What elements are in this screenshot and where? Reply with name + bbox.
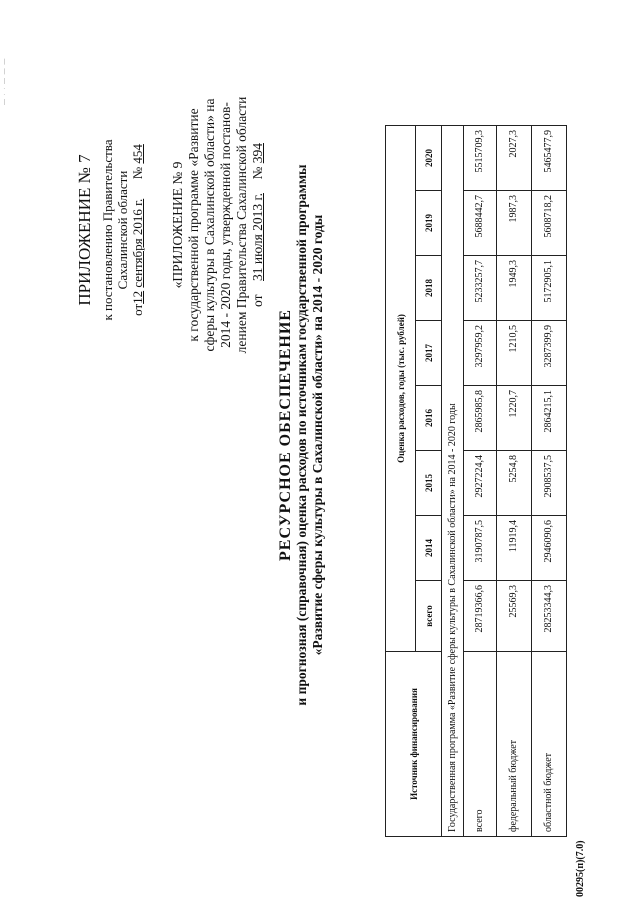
appendix-9-line: к государственной программе «Развитие <box>186 108 201 342</box>
table-cell: 2027,3 <box>497 126 532 191</box>
column-header: 2019 <box>416 191 442 256</box>
appendix-9-line: сферы культуры в Сахалинской области» на <box>202 98 217 352</box>
row-label: областной бюджет <box>532 652 567 837</box>
appendix-9-line: лением Правительства Сахалинской области <box>234 96 249 354</box>
column-header: всего <box>416 581 442 652</box>
resource-table <box>385 125 567 837</box>
table-cell: 3287399,9 <box>532 321 567 386</box>
table-cell: 1220,7 <box>497 386 532 451</box>
table-cell: 1949,3 <box>497 256 532 321</box>
table-cell: 2865985,8 <box>464 386 497 451</box>
appendix-7-from: от <box>130 303 145 316</box>
column-header: 2014 <box>416 516 442 581</box>
heading-line2: «Развитие сферы культуры в Сахалинской области» на 2014 - 2020 годы <box>310 214 325 656</box>
table-row <box>464 126 497 837</box>
document-code: 00295(п)(7.0) <box>575 840 586 897</box>
appendix-7-month-year: сентября 2016 г. <box>130 198 145 288</box>
table-cell: 5515709,3 <box>464 126 497 191</box>
column-header: 2015 <box>416 451 442 516</box>
appendix-9-block <box>170 65 266 385</box>
column-header: 2016 <box>416 386 442 451</box>
estimate-header: Оценка расходов, годы (тыс. рублей) <box>386 126 416 652</box>
table-cell: 28719366,6 <box>464 581 497 652</box>
table-cell: 3297959,2 <box>464 321 497 386</box>
table-cell: 28253344,3 <box>532 581 567 652</box>
heading-line1: и прогнозная (справочная) оценка расходов по источникам государственной программы <box>294 164 309 706</box>
appendix-9-no-label: № <box>250 166 265 180</box>
appendix-9-number: 394 <box>250 143 265 164</box>
table-cell: 5172905,1 <box>532 256 567 321</box>
row-label: всего <box>464 652 497 837</box>
scan-mark: — · · — — — <box>2 57 8 105</box>
table-cell: 1210,5 <box>497 321 532 386</box>
table-cell: 5465477,9 <box>532 126 567 191</box>
program-title: Государственная программа «Развитие сферы культуры в Сахалинской области» на 2014 - 2020 годы <box>442 126 464 837</box>
table-cell: 5608718,2 <box>532 191 567 256</box>
table-cell: 1987,3 <box>497 191 532 256</box>
table-cell: 3190787,5 <box>464 516 497 581</box>
source-header: Источник финансирования <box>386 652 442 837</box>
appendix-7-title: ПРИЛОЖЕНИЕ № 7 <box>75 154 94 306</box>
appendix-7-no-label: № <box>130 166 145 180</box>
table-cell: 11919,4 <box>497 516 532 581</box>
program-row <box>442 126 464 837</box>
table-cell: 2864215,1 <box>532 386 567 451</box>
appendix-9-from: от <box>250 294 265 307</box>
heading-title: РЕСУРСНОЕ ОБЕСПЕЧЕНИЕ <box>277 309 294 561</box>
appendix-7-line2: Сахалинской области <box>115 170 130 290</box>
table-row <box>497 126 532 837</box>
table-row <box>532 126 567 837</box>
column-header: 2018 <box>416 256 442 321</box>
appendix-7-day: 12 <box>130 290 145 304</box>
table-header-row <box>386 126 416 837</box>
row-label: федеральный бюджет <box>497 652 532 837</box>
appendix-7-block <box>100 110 145 350</box>
column-header: 2020 <box>416 126 442 191</box>
table-cell: 5254,8 <box>497 451 532 516</box>
appendix-7-number: 454 <box>130 144 145 164</box>
appendix-9-line: 2014 - 2020 годы, утвержденной постанов- <box>218 102 233 348</box>
table-cell: 5233257,7 <box>464 256 497 321</box>
appendix-9-date-line <box>250 65 266 385</box>
table-cell: 25569,3 <box>497 581 532 652</box>
table-cell: 2908537,5 <box>532 451 567 516</box>
column-header: 2017 <box>416 321 442 386</box>
table-cell: 2946090,6 <box>532 516 567 581</box>
appendix-9-title: «ПРИЛОЖЕНИЕ № 9 <box>170 161 185 289</box>
appendix-7-date-line <box>130 110 145 350</box>
table-cell: 5688442,7 <box>464 191 497 256</box>
appendix-9-date: 31 июля 2013 г. <box>250 193 265 281</box>
document-heading <box>278 115 326 755</box>
appendix-7-line1: к постановлению Правительства <box>100 139 115 321</box>
table-cell: 2927224,4 <box>464 451 497 516</box>
